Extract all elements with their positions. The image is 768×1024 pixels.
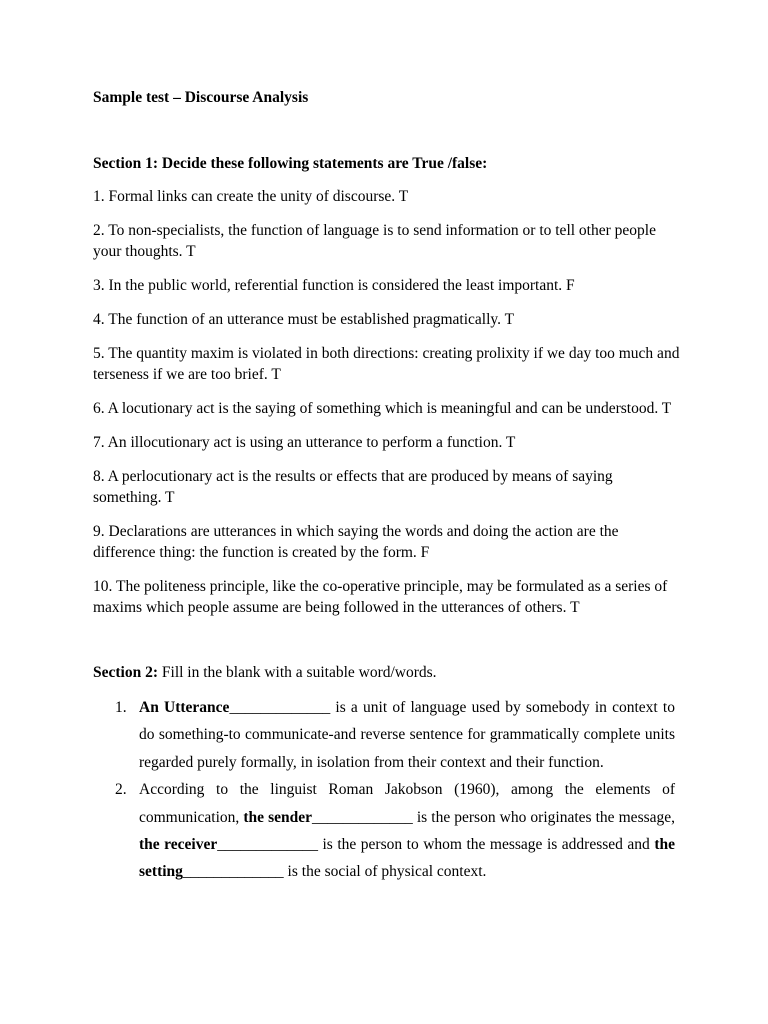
answer-blank: _____________ — [312, 808, 413, 826]
answer-blank: _____________ — [229, 699, 331, 716]
question-text: is the person who originates the message, — [412, 808, 676, 826]
document-title: Sample test – Discourse Analysis — [93, 89, 309, 106]
section-2-heading — [93, 662, 683, 683]
question-number: 2. — [115, 781, 127, 799]
fill-blank-list — [93, 694, 675, 886]
statement-1: 1. Formal links can create the unity of discourse. T — [93, 188, 409, 205]
answer-term: the setting — [139, 836, 675, 881]
fill-question-1 — [93, 694, 675, 776]
question-text: is the person to whom the message is addressed and — [317, 836, 655, 854]
question-number: 1. — [115, 699, 127, 716]
question-text: is a unit of language used by somebody in context to do something-to communicate-and reverse sentence for grammatically complete units regarded purely formally, in isolation from their context and their function. — [139, 699, 675, 771]
statement-4: 4. The function of an utterance must be established pragmatically. T — [93, 311, 515, 328]
answer-blank: _____________ — [182, 863, 284, 881]
statement-3: 3. In the public world, referential function is considered the least important. F — [93, 277, 575, 294]
statement-5: 5. The quantity maxim is violated in both directions: creating prolixity if we day too much and terseness if we are too brief. T — [93, 345, 680, 383]
answer-term: the sender — [243, 808, 313, 826]
section-2-label: Section 2: — [93, 664, 159, 681]
answer-term: the receiver — [139, 836, 218, 854]
statement-6: 6. A locutionary act is the saying of something which is meaningful and can be understood. T — [93, 400, 672, 417]
section-1-heading: Section 1: Decide these following statements are True /false: — [93, 155, 488, 172]
statement-9: 9. Declarations are utterances in which saying the words and doing the action are the difference thing: the function is created by the form. F — [93, 523, 619, 561]
question-text: According to the linguist Roman Jakobson (1960), among the elements of communication, — [139, 781, 675, 826]
true-false-list — [93, 186, 683, 631]
section-2-instruction: Fill in the blank with a suitable word/words. — [158, 664, 437, 681]
question-text: is the social of physical context. — [283, 863, 487, 881]
statement-7: 7. An illocutionary act is using an utterance to perform a function. T — [93, 434, 516, 451]
answer-term: An Utterance — [139, 699, 230, 716]
statement-2: 2. To non-specialists, the function of language is to send information or to tell other people your thoughts. T — [93, 222, 656, 260]
answer-blank: _____________ — [217, 836, 318, 854]
fill-question-2 — [93, 776, 675, 886]
statement-10: 10. The politeness principle, like the co-operative principle, may be formulated as a series of maxims which people assume are being followed in the utterances of others. T — [93, 578, 668, 616]
statement-8: 8. A perlocutionary act is the results or effects that are produced by means of saying something. T — [93, 468, 613, 506]
